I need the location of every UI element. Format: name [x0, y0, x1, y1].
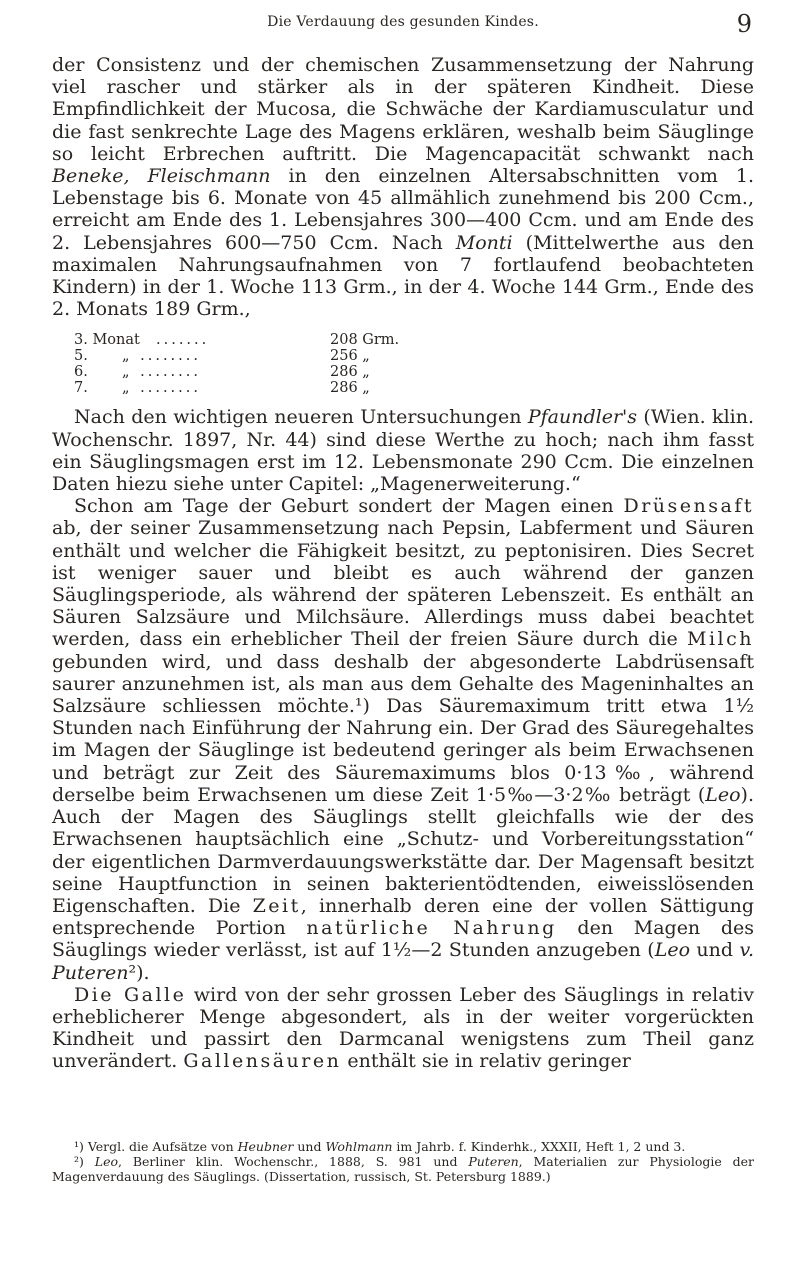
capacity-value: 208 Grm. — [330, 332, 400, 349]
text-run: ¹) Vergl. die Aufsätze von — [74, 1139, 238, 1154]
table-row — [74, 380, 404, 396]
text-run: ²) — [74, 1154, 95, 1169]
author-name: Leo — [654, 939, 691, 962]
text-run: in den einzelnen Altersabschnitten vom 1. Lebenstage bis 6. Monate von 45 allmählich zunehmend bis 200 Ccm., erreicht am Ende des 1. Lebensjahres 300—400 Ccm. und am Ende des 2. Lebensjahres 600—750 Ccm. Nach — [52, 165, 754, 254]
body-text — [52, 54, 754, 1073]
paragraph-gastric-juice — [52, 495, 754, 983]
paragraph-pfaundler — [52, 406, 754, 495]
spaced-term: Gallensäuren — [183, 1050, 342, 1073]
month-label: 7. — [74, 380, 88, 397]
spaced-term: Die Galle — [74, 983, 187, 1006]
text-run: und — [293, 1139, 326, 1154]
footnote-1 — [52, 1139, 754, 1154]
text-run: ). Auch der Magen des Säuglings stellt gleichfalls wie der des Erwachsenen hauptsächlich eine „Schutz- und Vorbereitungsstation“ der eigentlichen Darmverdauungswerkstätte dar. Der Magensaft besitzt seine Hauptfunction in seinen bakterientödtenden, eiweisslösenden Eigenschaften. Die — [52, 783, 754, 917]
book-page — [52, 0, 754, 1287]
author-name: Pfaundler's — [527, 406, 638, 429]
spaced-term: natürliche Nahrung — [306, 917, 557, 940]
text-run: (Mittelwerthe aus den maximalen Nahrungsaufnahmen von 7 fortlaufend beobachteten Kindern) in der 1. Woche 113 Grm., in der 4. Woche 144 Grm., Ende des 2. Monats 189 Grm., — [52, 231, 754, 321]
author-name: Beneke, Fleischmann — [52, 165, 271, 188]
text-run: enthält sie in relativ geringer — [341, 1050, 631, 1073]
author-name: Monti — [455, 231, 513, 254]
footnotes — [52, 1139, 754, 1184]
table-row — [74, 332, 404, 348]
text-run: Schon am Tage der Geburt sondert der Magen einen — [74, 495, 624, 518]
capacity-value: 256 „ — [330, 348, 370, 365]
table-row — [74, 364, 404, 380]
spaced-term: Zeit — [252, 894, 301, 917]
text-run: Nach den wichtigen neueren Untersuchungen — [74, 406, 528, 429]
text-run: ab, der seiner Zusammensetzung nach Pepsin, Labferment und Säuren enthält und welcher die Fähigkeit besitzt, zu peptonisiren. Dies Secret ist weniger sauer und bleibt es auch während der ganzen Säuglingsperiode, als während der späteren Lebenszeit. Es enthält an Säuren Salzsäure und Milchsäure. Allerdings muss dabei beachtet werden, dass ein erheblicher Theil der freien Säure durch die — [52, 517, 754, 651]
table-row — [74, 348, 404, 364]
author-name: Puteren — [468, 1154, 519, 1169]
paragraph-bile — [52, 984, 754, 1073]
author-name: Heubner — [237, 1139, 294, 1154]
month-label: 5. — [74, 348, 88, 365]
paragraph-capacity — [52, 54, 754, 320]
capacity-table — [52, 332, 754, 396]
text-run: , Berliner klin. Wochenschr., 1888, S. 981 und — [118, 1154, 469, 1169]
page-number: 9 — [736, 10, 752, 38]
author-name: v. Puteren — [52, 939, 754, 984]
leader-dots: „ ........ — [122, 364, 201, 381]
author-name: Wohlmann — [325, 1139, 393, 1154]
text-run: wird von der sehr grossen Leber des Säuglings in relativ erheblicherer Menge abgesondert, als in der weiter vorgerückten Kindheit und passirt den Darmcanal wenigstens zum Theil ganz unverändert. — [52, 983, 755, 1073]
month-label: 3. Monat — [74, 332, 140, 349]
text-run: ²). — [128, 961, 150, 984]
leader-dots: „ ........ — [122, 348, 201, 365]
text-run: gebunden wird, und dass deshalb der abgesonderte Labdrüsensaft saurer anzunehmen ist, als man aus dem Gehalte des Mageninhaltes an Salzsäure schliessen möchte.¹) Das Säuremaximum tritt etwa 1½ Stunden nach Einführung der Nahrung ein. Der Grad des Säuregehaltes im Magen der Säuglinge ist bedeutend geringer als beim Erwachsenen und beträgt zur Zeit des Säuremaximums blos 0·13‰, während derselbe beim Erwachsenen um diese Zeit 1·5‰—3·2‰ beträgt ( — [52, 650, 754, 806]
author-name: Leo — [94, 1154, 118, 1169]
text-run: , innerhalb deren eine der vollen Sättigung entsprechende Portion — [52, 894, 754, 940]
text-run: und — [690, 939, 740, 962]
capacity-value: 286 „ — [330, 364, 370, 381]
running-head — [52, 10, 754, 40]
spaced-term: Drüsensaft — [623, 495, 754, 518]
text-run: , Materialien zur Physiologie der Magenverdauung des Säuglings. (Dissertation, russisch, St. Petersburg 1889.) — [52, 1154, 754, 1184]
leader-dots: „ ........ — [122, 380, 201, 397]
text-run: im Jahrb. f. Kinderhk., XXXII, Heft 1, 2 und 3. — [392, 1139, 686, 1154]
text-run: den Magen des Säuglings wieder verlässt, ist auf 1½—2 Stunden anzugeben ( — [52, 917, 754, 962]
text-run: der Consistenz und der chemischen Zusammensetzung der Nahrung viel rascher und stärker als in der späteren Kindheit. Diese Empfindlichkeit der Mucosa, die Schwäche der Kardiamusculatur und die fast senkrechte Lage des Magens erklären, weshalb beim Säuglinge so leicht Erbrechen auftritt. Die Magencapacität schwankt nach — [52, 54, 754, 165]
month-label: 6. — [74, 364, 88, 381]
spaced-term: Milch — [687, 628, 754, 651]
author-name: Leo — [705, 783, 741, 806]
text-run: (Wien. klin. Wochenschr. 1897, Nr. 44) sind diese Werthe zu hoch; nach ihm fasst ein Säuglingsmagen erst im 12. Lebensmonate 290 Ccm. Die einzelnen Daten hiezu siehe unter Capitel: „Magenerweiterung.“ — [52, 406, 754, 496]
running-title: Die Verdauung des gesunden Kindes. — [267, 14, 539, 30]
leader-dots: ....... — [156, 332, 210, 349]
capacity-value: 286 „ — [330, 380, 370, 397]
footnote-2 — [52, 1154, 754, 1184]
